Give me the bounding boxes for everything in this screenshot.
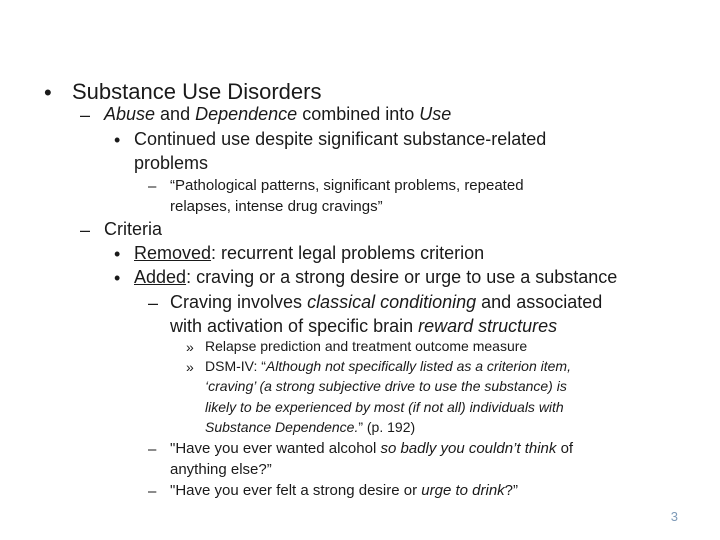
dsm-line-2 <box>205 379 567 393</box>
reward-term: reward structures <box>418 316 558 336</box>
q1-text-a: "Have you ever wanted alcohol <box>170 440 381 457</box>
dash-marker: – <box>80 220 91 240</box>
dsm-quote-1: Although not specifically listed as a criterion item, <box>265 358 571 374</box>
combined-text: combined into <box>297 104 420 124</box>
added-text: : craving or a strong desire or urge to use a substance <box>186 267 618 287</box>
dependence-term: Dependence <box>195 104 298 124</box>
dsm-line-4 <box>205 420 415 434</box>
continued-line-2: problems <box>134 153 209 173</box>
removed-term: Removed <box>134 243 212 263</box>
criteria-heading: Criteria <box>104 219 163 239</box>
dash-marker: – <box>80 105 91 125</box>
added-line <box>134 268 617 286</box>
relapse-line: Relapse prediction and treatment outcome measure <box>205 338 528 354</box>
question-2-line <box>170 483 518 498</box>
question-1-line-2: anything else?” <box>170 461 272 478</box>
dash-marker: – <box>148 293 159 313</box>
bullet-marker: • <box>44 80 52 105</box>
craving-text-b: and associated <box>476 292 603 312</box>
dsm-line-1 <box>205 359 571 373</box>
dsm-quote-2: ‘craving’ (a strong subjective drive to use the substance) is <box>205 378 567 394</box>
continued-line-1: Continued use despite significant substance-related <box>134 129 547 149</box>
dash-marker: – <box>148 483 157 500</box>
dsm-label: DSM-IV: “ <box>205 358 266 374</box>
use-term: Use <box>419 104 452 124</box>
question-1-line-1 <box>170 441 573 456</box>
title-bullet: Substance Use Disorders <box>72 79 322 104</box>
dsm-quote-3: likely to be experienced by most (if not all) individuals with <box>205 399 564 415</box>
dsm-cite: ” (p. 192) <box>358 419 416 435</box>
removed-line <box>134 244 484 262</box>
dsm-line-3 <box>205 400 564 414</box>
q2-text-b: ?” <box>504 482 519 499</box>
craving-text-c: with activation of specific brain <box>170 316 419 336</box>
raquo-marker: » <box>186 359 194 375</box>
craving-line-2 <box>170 317 557 335</box>
added-term: Added <box>134 267 187 287</box>
dash-marker: – <box>148 441 157 458</box>
q2-italic: urge to drink <box>421 482 505 499</box>
dash-marker: – <box>148 178 157 195</box>
bullet-marker: • <box>114 268 121 288</box>
classical-term: classical conditioning <box>307 292 477 312</box>
q1-italic: so badly you couldn’t think <box>380 440 557 457</box>
bullet-marker: • <box>114 130 121 150</box>
craving-line-1 <box>170 293 602 311</box>
q2-text-a: "Have you ever felt a strong desire or <box>170 482 422 499</box>
raquo-marker: » <box>186 339 194 355</box>
page-number: 3 <box>670 509 678 524</box>
bullet-marker: • <box>114 244 121 264</box>
abuse-term: Abuse <box>104 104 156 124</box>
combined-line <box>104 105 451 123</box>
patterns-line-1: “Pathological patterns, significant problems, repeated <box>170 177 524 194</box>
patterns-line-2: relapses, intense drug cravings” <box>170 198 383 215</box>
and-text: and <box>155 104 196 124</box>
craving-text-a: Craving involves <box>170 292 308 312</box>
q1-text-b: of <box>556 440 574 457</box>
removed-text: : recurrent legal problems criterion <box>211 243 485 263</box>
dsm-quote-4: Substance Dependence. <box>205 419 359 435</box>
